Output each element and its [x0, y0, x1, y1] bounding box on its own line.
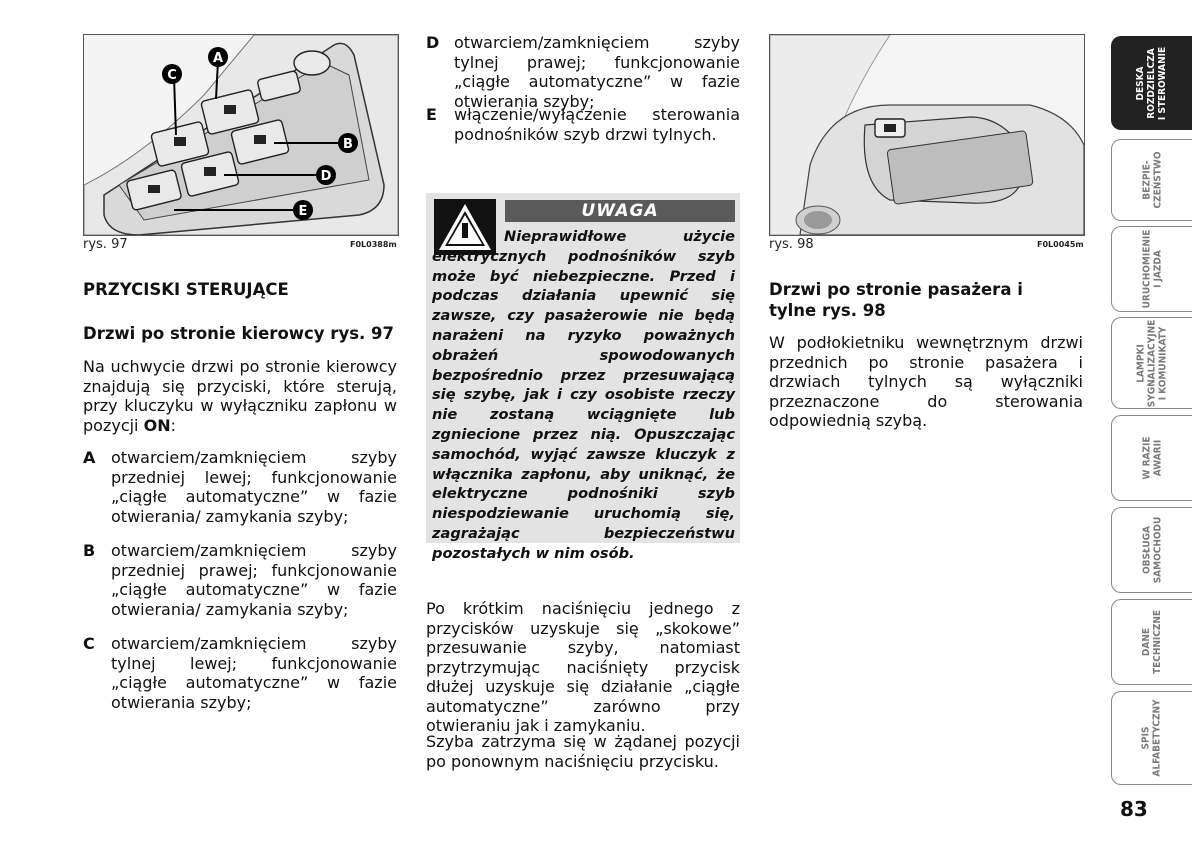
label-e: E: [298, 204, 308, 219]
item-letter: B: [83, 541, 96, 560]
list-item-c: [83, 634, 397, 712]
tab-label: SPIS ALFABETYCZNY: [1141, 699, 1163, 777]
tab-deska-rozdzielcza[interactable]: [1111, 36, 1192, 130]
label-c: C: [167, 68, 177, 83]
item-letter: E: [426, 105, 437, 124]
tab-w-razie-awarii[interactable]: [1111, 415, 1192, 501]
tab-label: W RAZIE AWARII: [1141, 436, 1163, 480]
figure-97-caption: rys. 97: [83, 237, 128, 252]
short-press-paragraph: Po krótkim naciśnięciu jednego z przycisków uzyskuje się „skokowe” przesuwanie szyby, natomiast przytrzymując naciśnięty przycisk dłużej uzyskuje się działanie „ciągłe automatyczne” zarówno przy otwieraniu jak i zamykaniu.: [426, 599, 740, 735]
figure-97-image: [83, 34, 399, 236]
tab-spis-alfabetyczny[interactable]: [1111, 691, 1192, 785]
tab-lampki[interactable]: [1111, 317, 1192, 409]
item-text: włączenie/wyłączenie sterowania podnośników szyb drzwi tylnych.: [454, 105, 740, 144]
warning-text: Nieprawidłowe użycie elektrycznych podnośników szyb może być niebezpieczne. Przed i podczas działania upewnić się zawsze, czy pasażerowie nie będą narażeni na ryzyko poważnych obrażeń spowodowanych bezpośrednio przez przesuwającą się szybę, jak i czy osobiste rzeczy nie zostaną wciągnięte lub zgniecione przez nią. Opuszczając samochód, wyjąć zawsze kluczyk z włącznika zapłonu, aby uniknąć, że elektryczne podnośniki szyb niespodziewanie uruchomią się, zagrażając bezpieczeństwu pozostałych w nim osób.: [432, 228, 735, 562]
tab-label: OBSŁUGA SAMOCHODU: [1140, 516, 1163, 584]
item-letter: A: [83, 448, 96, 467]
door-switch-panel-illustration: [84, 35, 398, 235]
tab-dane-techniczne[interactable]: [1111, 599, 1192, 685]
tab-label: BEZPIE- CZEŃSTWO: [1141, 151, 1163, 209]
warning-box: [426, 193, 740, 562]
figure-98-caption: rys. 98: [769, 237, 814, 252]
label-a: A: [212, 51, 224, 66]
passenger-door-heading: Drzwi po stronie pasażera i tylne rys. 98: [769, 280, 1023, 320]
item-text: otwarciem/zamknięciem szyby tylnej prawej; funkcjonowanie „ciągłe automatyczne” w fazie otwierania szyby;: [454, 33, 740, 111]
tab-bezpieczenstwo[interactable]: [1111, 139, 1192, 221]
item-text: otwarciem/zamknięciem szyby przedniej prawej; funkcjonowanie „ciągłe automatyczne” w fazie otwierania/ zamykania szyby;: [111, 541, 397, 619]
tab-label: URUCHOMIENIE I JAZDA: [1140, 229, 1163, 309]
tab-label: DANE TECHNICZNE: [1141, 609, 1163, 675]
label-d: D: [320, 169, 332, 184]
figure-97-code: F0L0388m: [350, 240, 397, 249]
passenger-door-illustration: [770, 35, 1084, 235]
passenger-door-paragraph: W podłokietniku wewnętrznym drzwi przednich po stronie pasażera i drzwiach tylnych są wyłączniki przeznaczone do sterowania odpowiednią szybą.: [769, 333, 1083, 430]
item-letter: D: [426, 33, 440, 52]
list-item-a: [83, 448, 397, 526]
tab-uruchomienie[interactable]: [1111, 226, 1192, 312]
section-title: PRZYCISKI STERUJĄCE: [83, 280, 289, 299]
item-text: otwarciem/zamknięciem szyby tylnej lewej; funkcjonowanie „ciągłe automatyczne” w fazie otwierania szyby;: [111, 634, 397, 712]
warning-title: UWAGA: [505, 200, 735, 222]
intro-text: Na uchwycie drzwi po stronie kierowcy znajdują się przyciski, które sterują, przy kluczyku w wyłączniku zapłonu w pozycji: [83, 357, 397, 435]
figure-98-image: [769, 34, 1085, 236]
list-item-d: [426, 33, 740, 111]
driver-door-intro: [83, 357, 397, 435]
list-item-b: [83, 541, 397, 619]
page-number: 83: [1120, 797, 1148, 821]
item-letter: C: [83, 634, 95, 653]
tab-label: LAMPKI SYGNALIZACYJNE I KOMUNIKATY: [1135, 319, 1169, 407]
intro-on: ON: [143, 415, 171, 435]
item-text: otwarciem/zamknięciem szyby przedniej lewej; funkcjonowanie „ciągłe automatyczne” w fazie otwierania/ zamykania szyby;: [111, 448, 397, 526]
tab-obsluga[interactable]: [1111, 507, 1192, 593]
label-b: B: [343, 137, 353, 152]
driver-door-heading: Drzwi po stronie kierowcy rys. 97: [83, 324, 394, 343]
list-item-e: [426, 105, 740, 144]
intro-colon: :: [170, 415, 176, 435]
tab-label: DESKA ROZDZIELCZA I STEROWANIE: [1135, 46, 1169, 120]
stop-position-paragraph: Szyba zatrzyma się w żądanej pozycji po ponownym naciśnięciu przycisku.: [426, 732, 740, 771]
figure-98-code: F0L0045m: [1037, 240, 1084, 249]
